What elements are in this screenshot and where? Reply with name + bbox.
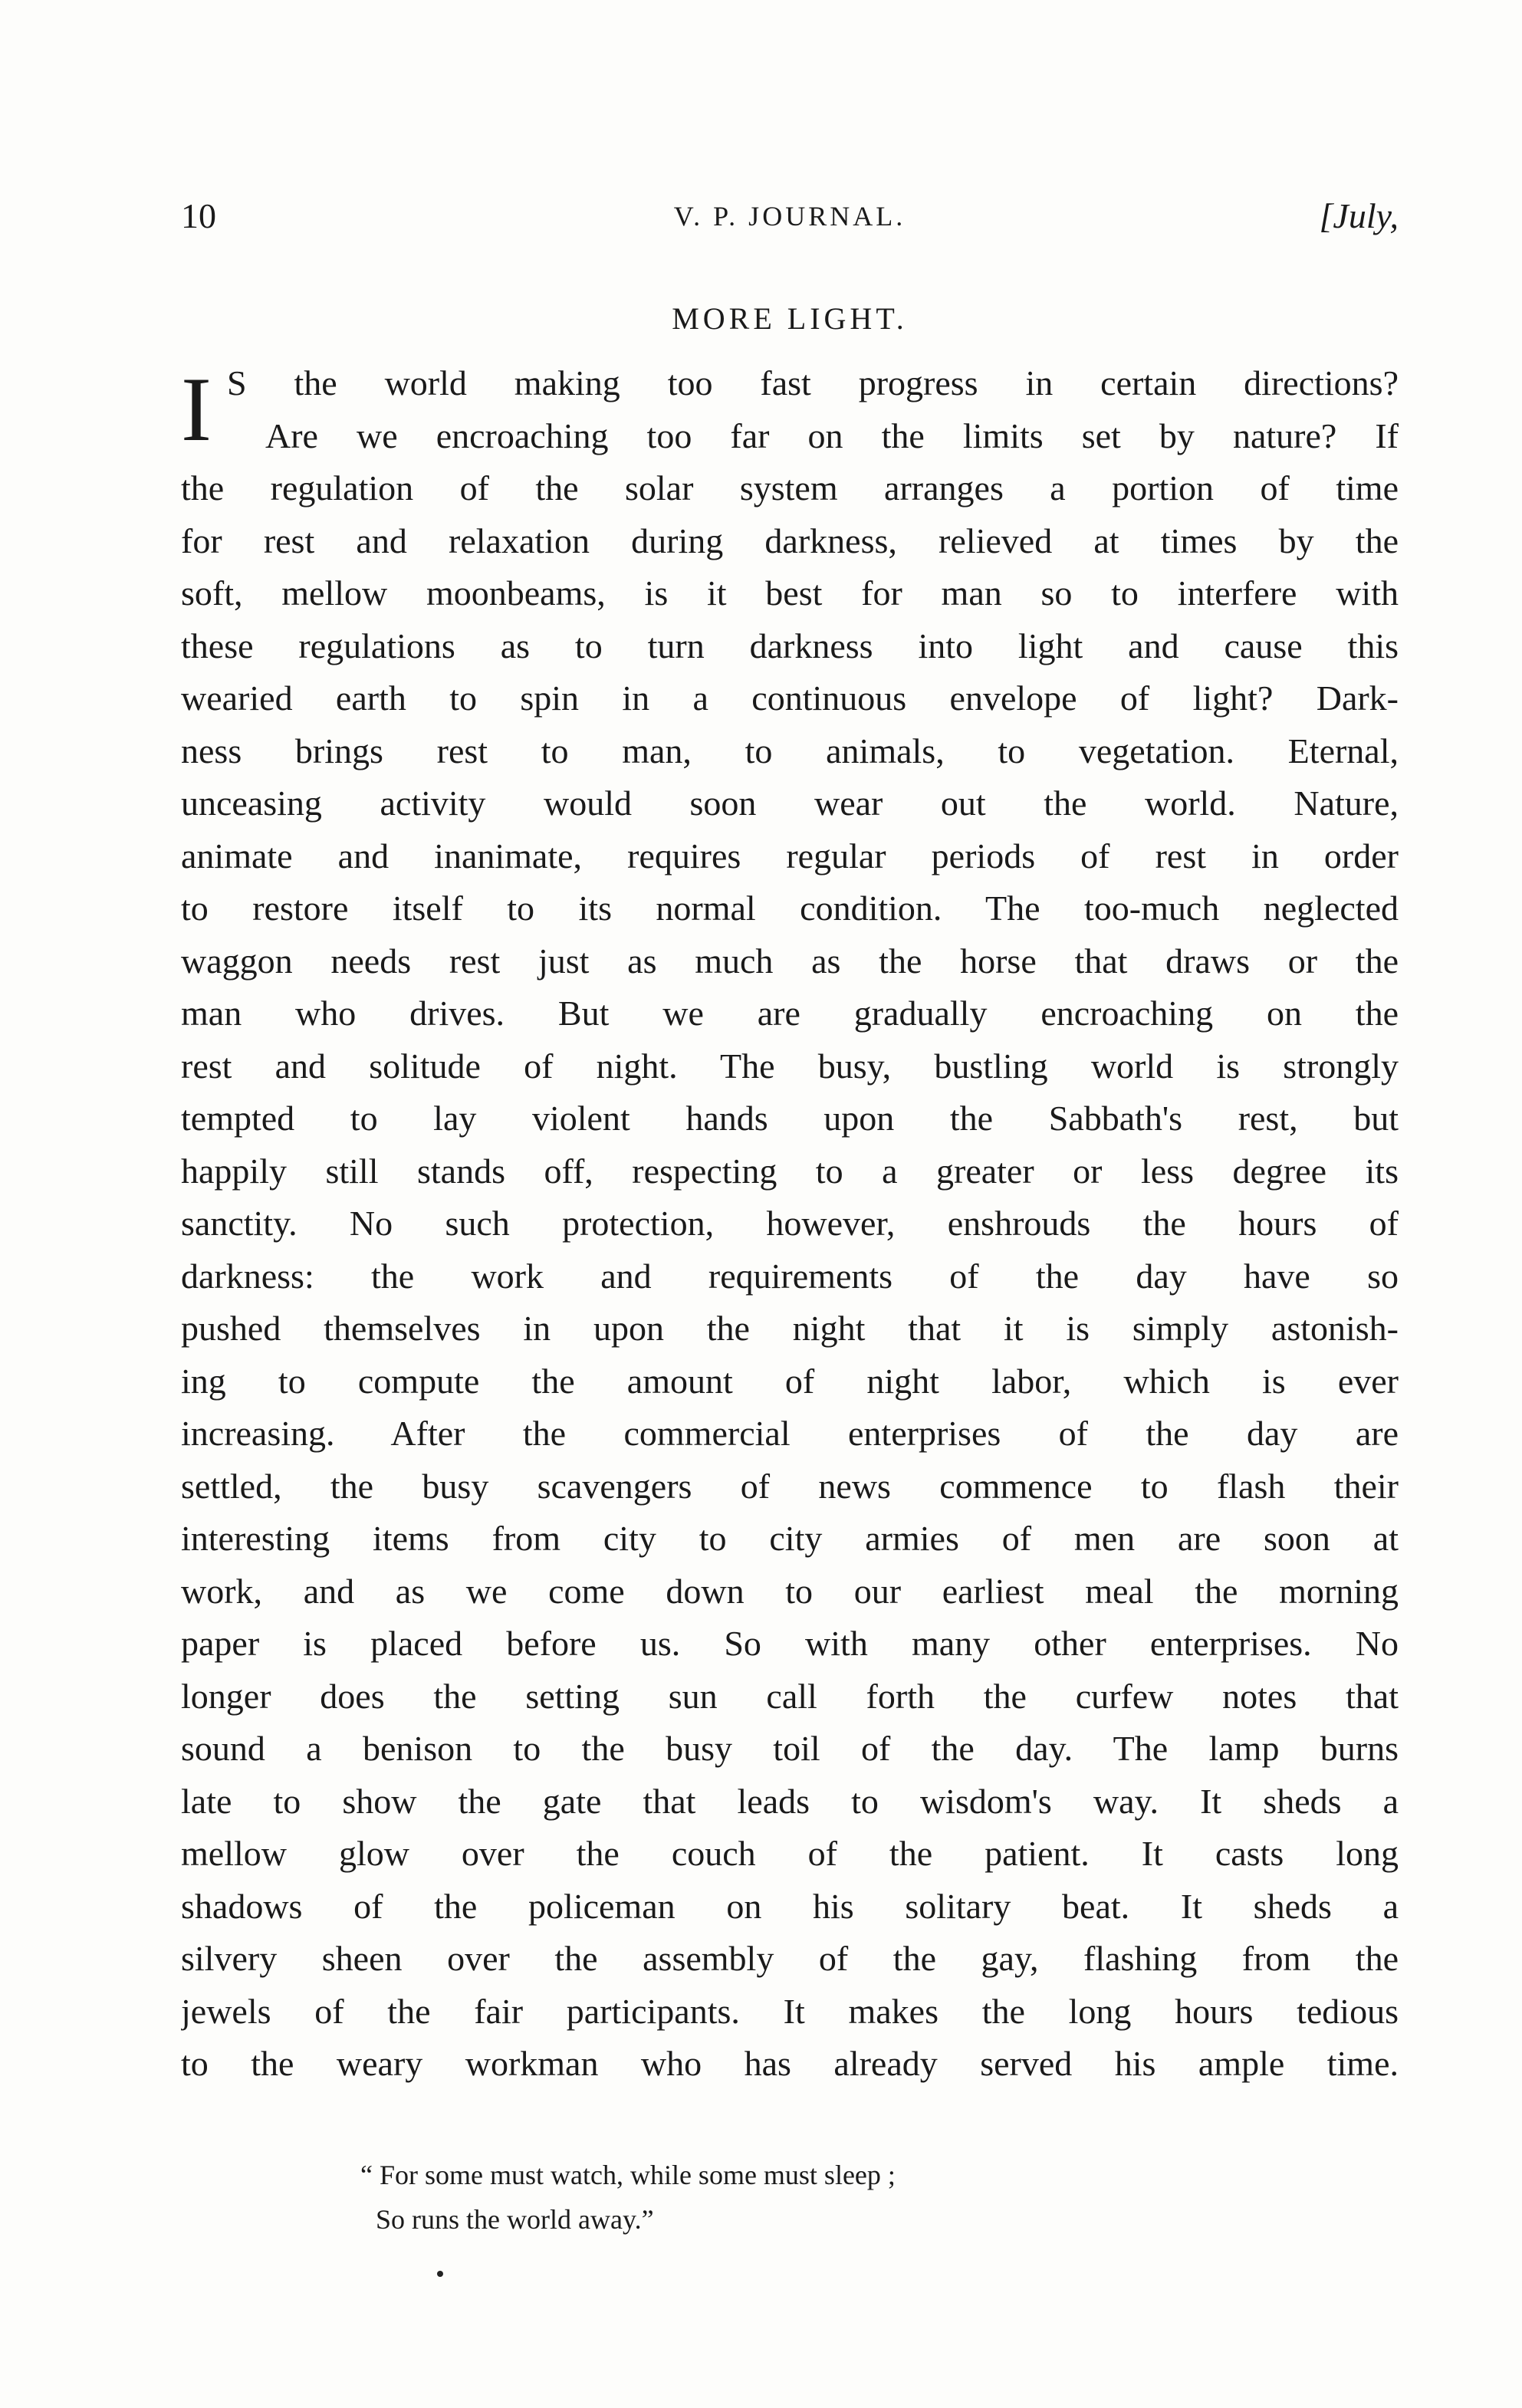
body-line: rest and solitude of night. The busy, bustling world is strongly [181,1046,1399,1086]
body-line: settled, the busy scavengers of news commence to flash their [181,1466,1399,1506]
body-line: S the world making too fast progress in certain directions? [227,363,1399,402]
body-line: wearied earth to spin in a continuous envelope of light? Dark- [181,678,1399,718]
body-line: sound a benison to the busy toil of the day. The lamp burns [181,1729,1399,1768]
quote-line: So runs the world away.” [376,2204,654,2235]
body-line: increasing. After the commercial enterprises of the day are [181,1414,1399,1453]
drop-cap: I [181,358,212,460]
body-line: unceasing activity would soon wear out the world. Nature, [181,784,1399,823]
body-line: jewels of the fair participants. It makes the long hours tedious [181,1991,1399,2031]
body-line: sanctity. No such protection, however, enshrouds the hours of [181,1204,1399,1243]
body-line: ness brings rest to man, to animals, to vegetation. Eternal, [181,731,1399,770]
ink-mark [437,2271,443,2277]
body-line: ing to compute the amount of night labor, which is ever [181,1361,1399,1401]
body-line: mellow glow over the couch of the patient. It casts long [181,1834,1399,1873]
body-line: waggon needs rest just as much as the horse that draws or the [181,941,1399,981]
article-title: MORE LIGHT. [672,301,908,336]
body-line: pushed themselves in upon the night that it is simply astonish- [181,1309,1399,1348]
page-header [181,195,1399,249]
running-title: V. P. JOURNAL. [673,201,906,232]
body-line: work, and as we come down to our earliest meal the morning [181,1571,1399,1611]
article-body [181,357,1399,2091]
body-line: shadows of the policeman on his solitary beat. It sheds a [181,1886,1399,1926]
body-line: man who drives. But we are gradually encroaching on the [181,994,1399,1033]
body-line: silvery sheen over the assembly of the gay, flashing from the [181,1939,1399,1978]
body-line: longer does the setting sun call forth the curfew notes that [181,1676,1399,1716]
page-number: 10 [181,196,216,235]
body-line: tempted to lay violent hands upon the Sabbath's rest, but [181,1099,1399,1138]
body-line: paper is placed before us. So with many other enterprises. No [181,1624,1399,1663]
body-line: late to show the gate that leads to wisdom's way. It sheds a [181,1781,1399,1821]
body-line: Are we encroaching too far on the limits set by nature? If [265,416,1399,455]
body-line: animate and inanimate, requires regular periods of rest in order [181,836,1399,875]
body-line: interesting items from city to city armies of men are soon at [181,1519,1399,1558]
body-line: soft, mellow moonbeams, is it best for man so to interfere with [181,573,1399,613]
body-line: these regulations as to turn darkness into light and cause this [181,626,1399,665]
header-month: [July, [1319,196,1399,235]
body-line: to restore itself to its normal condition. The too-much neglected [181,889,1399,928]
quote-line: “ For some must watch, while some must sleep ; [360,2160,896,2190]
body-line: for rest and relaxation during darkness, relieved at times by the [181,521,1399,560]
body-line: the regulation of the solar system arranges a portion of time [181,468,1399,508]
body-line: to the weary workman who has already served his ample time. [181,2044,1399,2083]
body-line: happily still stands off, respecting to a greater or less degree its [181,1151,1399,1191]
body-line: darkness: the work and requirements of the day have so [181,1256,1399,1296]
verse-quote [360,2153,896,2242]
